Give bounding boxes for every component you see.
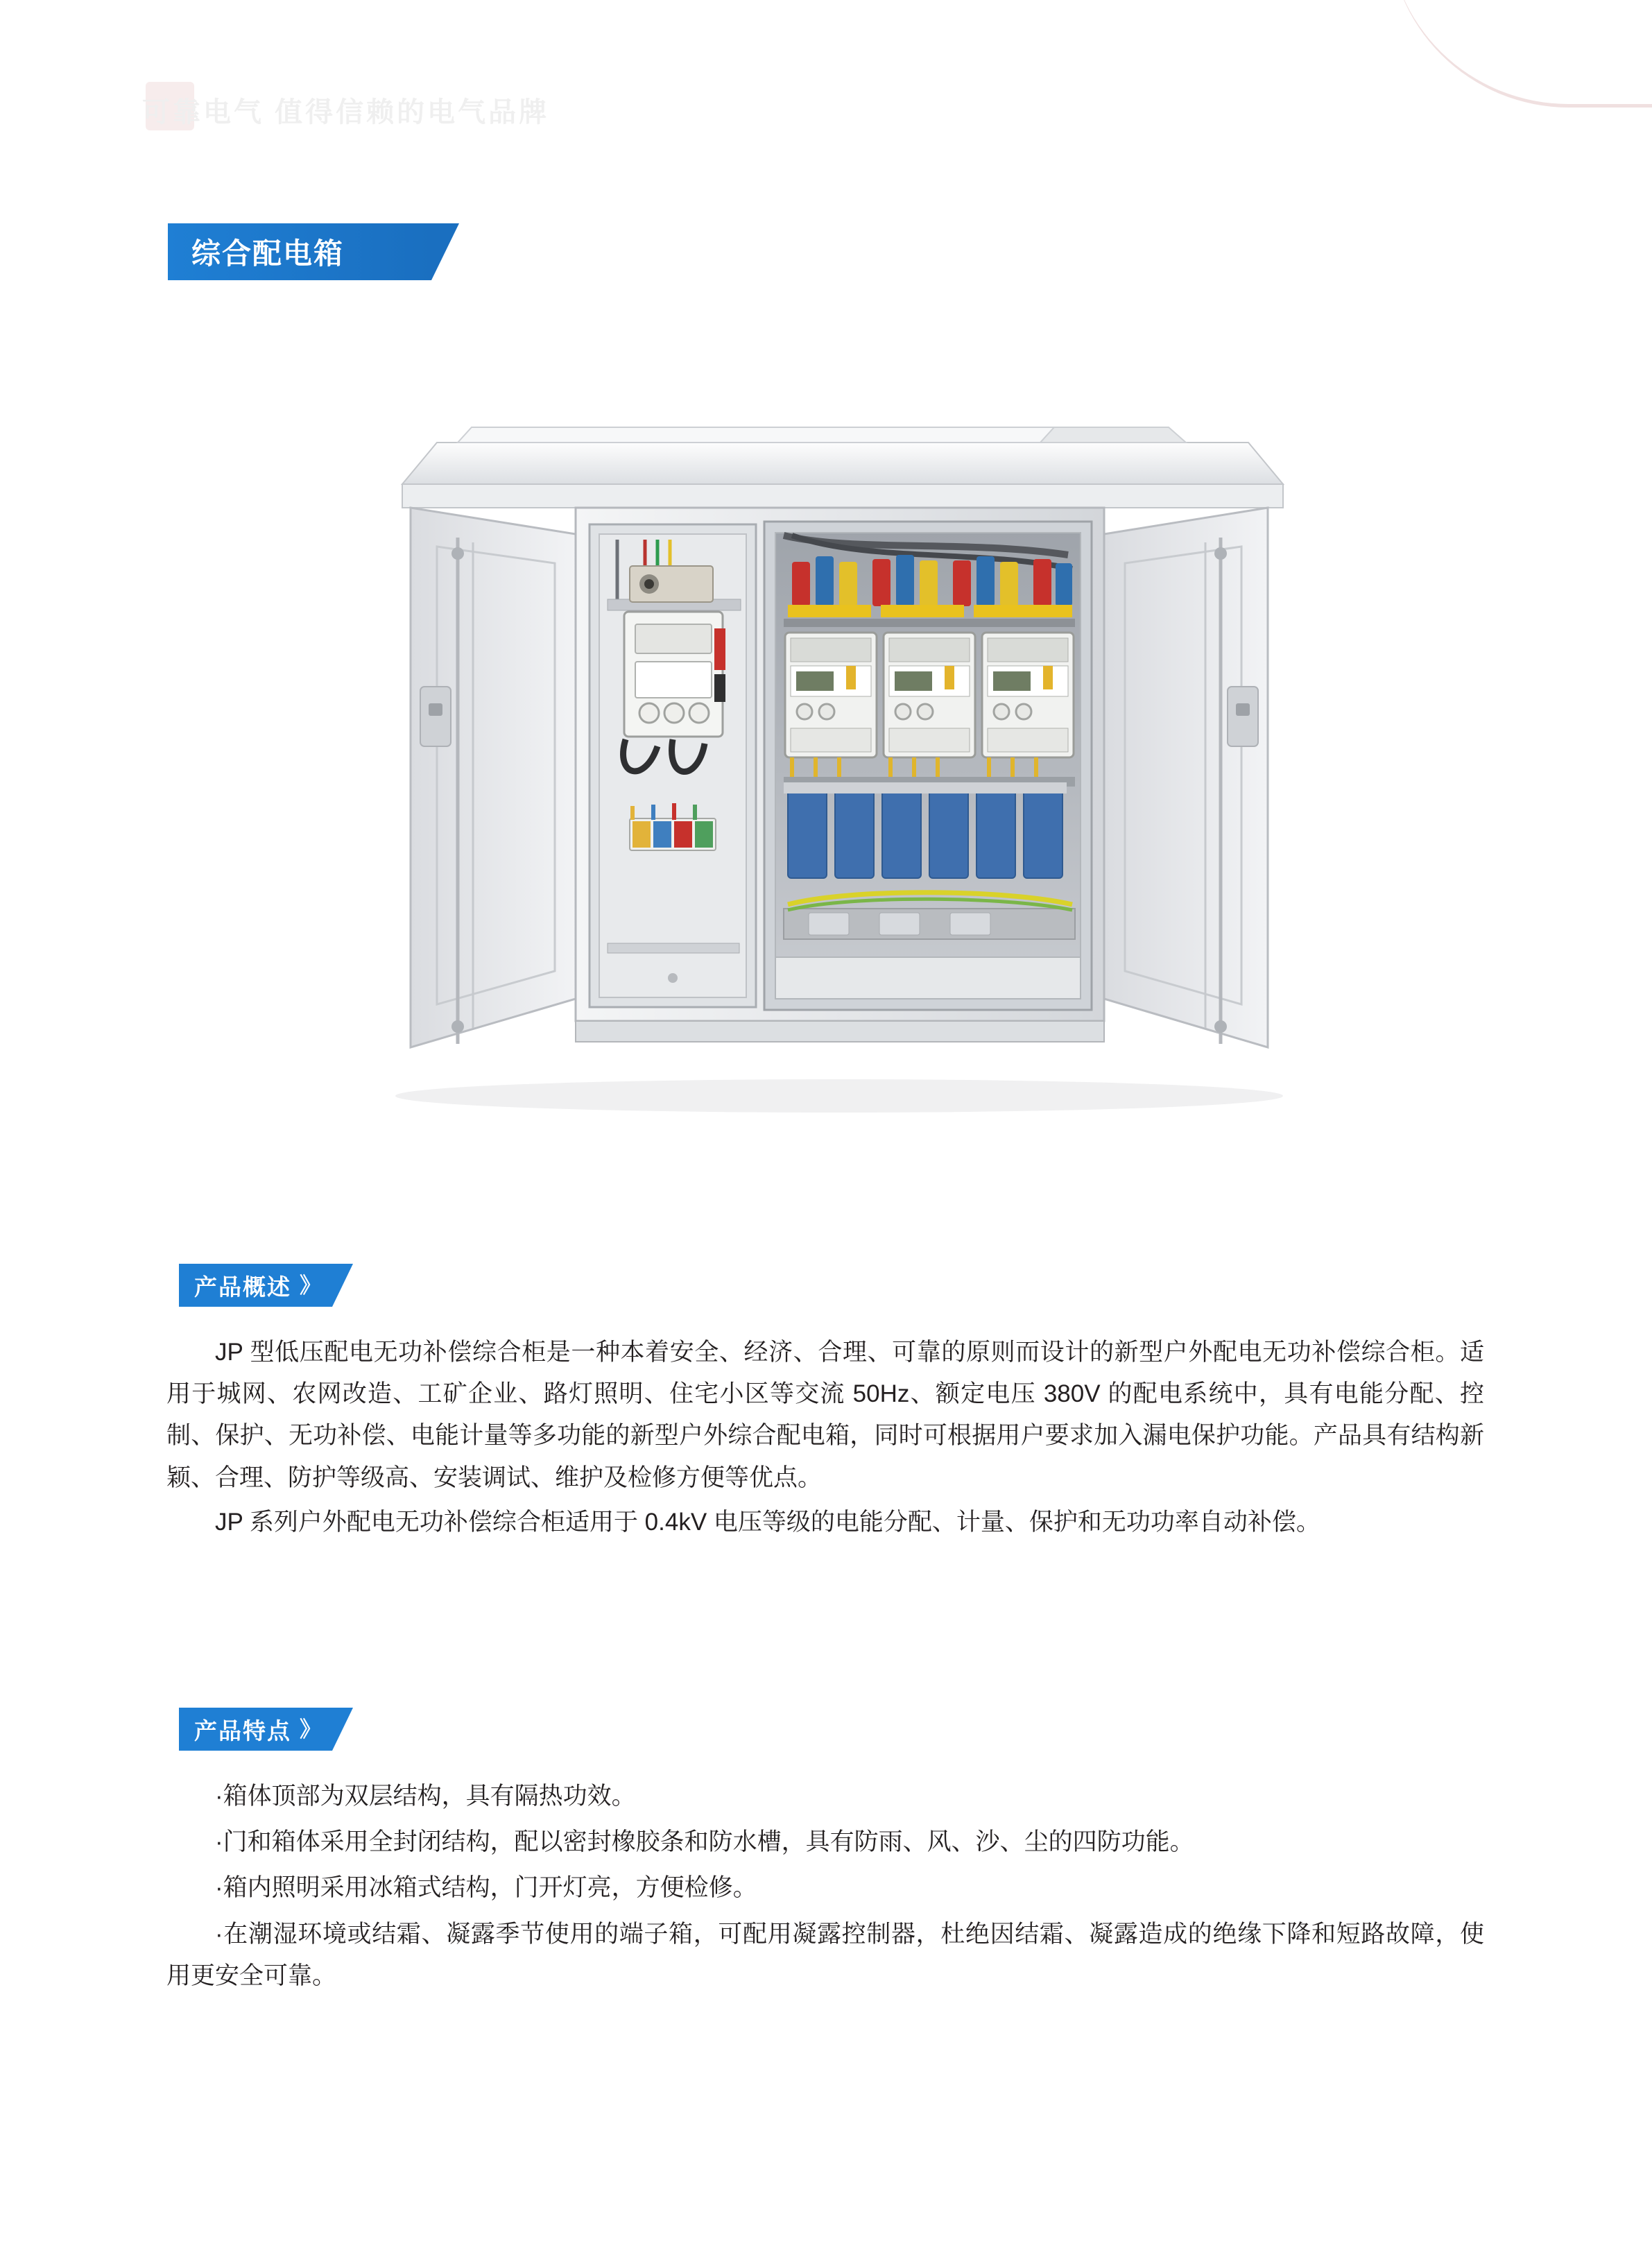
- overview-paragraph-2: JP 系列户外配电无功补偿综合柜适用于 0.4kV 电压等级的电能分配、计量、保护和无功功率自动补偿。: [215, 1508, 1320, 1536]
- features-heading-label: 产品特点: [194, 1717, 291, 1744]
- cabinet-illustration: [229, 361, 1449, 1179]
- feature-item: ·箱内照明采用冰箱式结构，门开灯亮，方便检修。: [215, 1874, 757, 1902]
- page-title: 综合配电箱: [168, 223, 431, 280]
- product-photo: [229, 361, 1449, 1179]
- overview-body: [166, 1332, 1484, 1546]
- feature-item: ·门和箱体采用全封闭结构，配以密封橡胶条和防水槽，具有防雨、风、沙、尘的四防功能。: [215, 1828, 1194, 1856]
- feature-item: ·在潮湿环境或结霜、凝露季节使用的端子箱，可配用凝露控制器，杜绝因结霜、凝露造成的绝缘下降和短路故障，使用更安全可靠。: [166, 1920, 1484, 1989]
- features-body: [166, 1776, 1484, 2001]
- feature-item: ·箱体顶部为双层结构，具有隔热功效。: [215, 1783, 636, 1810]
- page-header-strip: [0, 0, 1652, 139]
- watermark-text: 可靠电气 值得信赖的电气品牌: [142, 97, 550, 128]
- overview-paragraph-1: JP 型低压配电无功补偿综合柜是一种本着安全、经济、合理、可靠的原则而设计的新型户外配电无功补偿综合柜。适用于城网、农网改造、工矿企业、路灯照明、住宅小区等交流 50Hz、额定电压 380V 的配电系统中，具有电能分配、控制、保护、无功补偿、电能计量等多功能的新型户外综合配电箱，同时可根据用户要求加入漏电保护功能。产品具有结构新颖、合理、防护等级高、安装调试、维护及检修方便等优点。: [166, 1339, 1484, 1491]
- overview-heading-label: 产品概述: [194, 1273, 291, 1300]
- section-heading-overview: [179, 1264, 332, 1307]
- chevron-right-icon: 》: [300, 1717, 322, 1742]
- chevron-right-icon: 》: [300, 1273, 322, 1298]
- section-heading-features: [179, 1708, 332, 1751]
- corner-decoration: [1354, 0, 1652, 149]
